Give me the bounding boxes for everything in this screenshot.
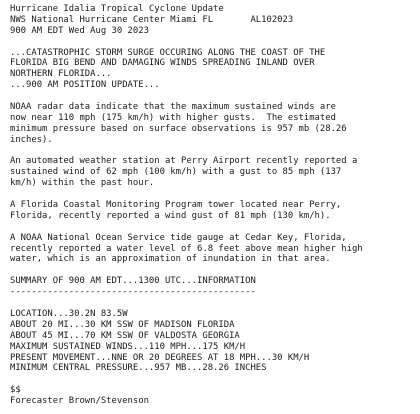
tide-paragraph-line: water, which is an approximation of inundation in that area. (10, 254, 331, 265)
issuing-office: NWS National Hurricane Center Miami FL AL102023 (10, 14, 294, 25)
end-marker: $$ (10, 385, 21, 396)
headline-line: ...900 AM POSITION UPDATE... (10, 80, 160, 91)
headline-line: ...CATASTROPHIC STORM SURGE OCCURING ALONG THE COAST OF THE (10, 47, 326, 58)
tide-paragraph-line: A NOAA National Ocean Service tide gauge at Cedar Key, Florida, (10, 232, 347, 243)
advisory-title: Hurricane Idalia Tropical Cyclone Update (10, 4, 224, 14)
blank-line (10, 37, 420, 48)
summary-pressure: MINIMUM CENTRAL PRESSURE...957 MB...28.26 INCHES (10, 363, 267, 374)
summary-location: LOCATION...30.2N 83.5W (10, 308, 128, 319)
tide-paragraph-line: recently reported a water level of 6.8 feet above mean higher high (10, 243, 363, 254)
radar-paragraph-line: minimum pressure based on surface observations is 957 mb (28.26 (10, 123, 347, 134)
tower-paragraph-line: Florida, recently reported a wind gust of 81 mph (130 km/h). (10, 210, 331, 221)
headline-line: FLORIDA BIG BEND AND DAMAGING WINDS SPREADING INLAND OVER (10, 58, 315, 69)
radar-paragraph-line: inches). (10, 134, 53, 145)
blank-line (10, 91, 420, 102)
radar-paragraph-line: NOAA radar data indicate that the maximum sustained winds are (10, 102, 336, 113)
headline-line: NORTHERN FLORIDA... (10, 69, 112, 80)
summary-rule: ---------------------------------------------- (10, 287, 256, 298)
issue-time: 900 AM EDT Wed Aug 30 2023 (10, 25, 149, 36)
blank-line (10, 374, 420, 385)
perry-paragraph-line: An automated weather station at Perry Airport recently reported a (10, 156, 358, 167)
radar-paragraph-line: now near 110 mph (175 km/h) with higher gusts. The estimated (10, 112, 336, 123)
tower-paragraph-line: A Florida Coastal Monitoring Program tower located near Perry, (10, 200, 342, 211)
blank-line (10, 298, 420, 309)
blank-line (10, 189, 420, 200)
perry-paragraph-line: sustained wind of 62 mph (100 km/h) with a gust to 85 mph (137 (10, 167, 342, 178)
perry-paragraph-line: km/h) within the past hour. (10, 178, 155, 189)
forecaster-credit: Forecaster Brown/Stevenson (10, 396, 149, 407)
blank-line (10, 222, 420, 233)
summary-movement: PRESENT MOVEMENT...NNE OR 20 DEGREES AT 18 MPH...30 KM/H (10, 352, 310, 363)
summary-heading: SUMMARY OF 900 AM EDT...1300 UTC...INFORMATION (10, 276, 256, 287)
summary-distance-madison: ABOUT 20 MI...30 KM SSW OF MADISON FLORIDA (10, 319, 235, 330)
blank-line (10, 265, 420, 276)
summary-distance-valdosta: ABOUT 45 MI...70 KM SSW OF VALDOSTA GEORGIA (10, 330, 240, 341)
summary-max-winds: MAXIMUM SUSTAINED WINDS...110 MPH...175 KM/H (10, 341, 246, 352)
blank-line (10, 146, 420, 157)
